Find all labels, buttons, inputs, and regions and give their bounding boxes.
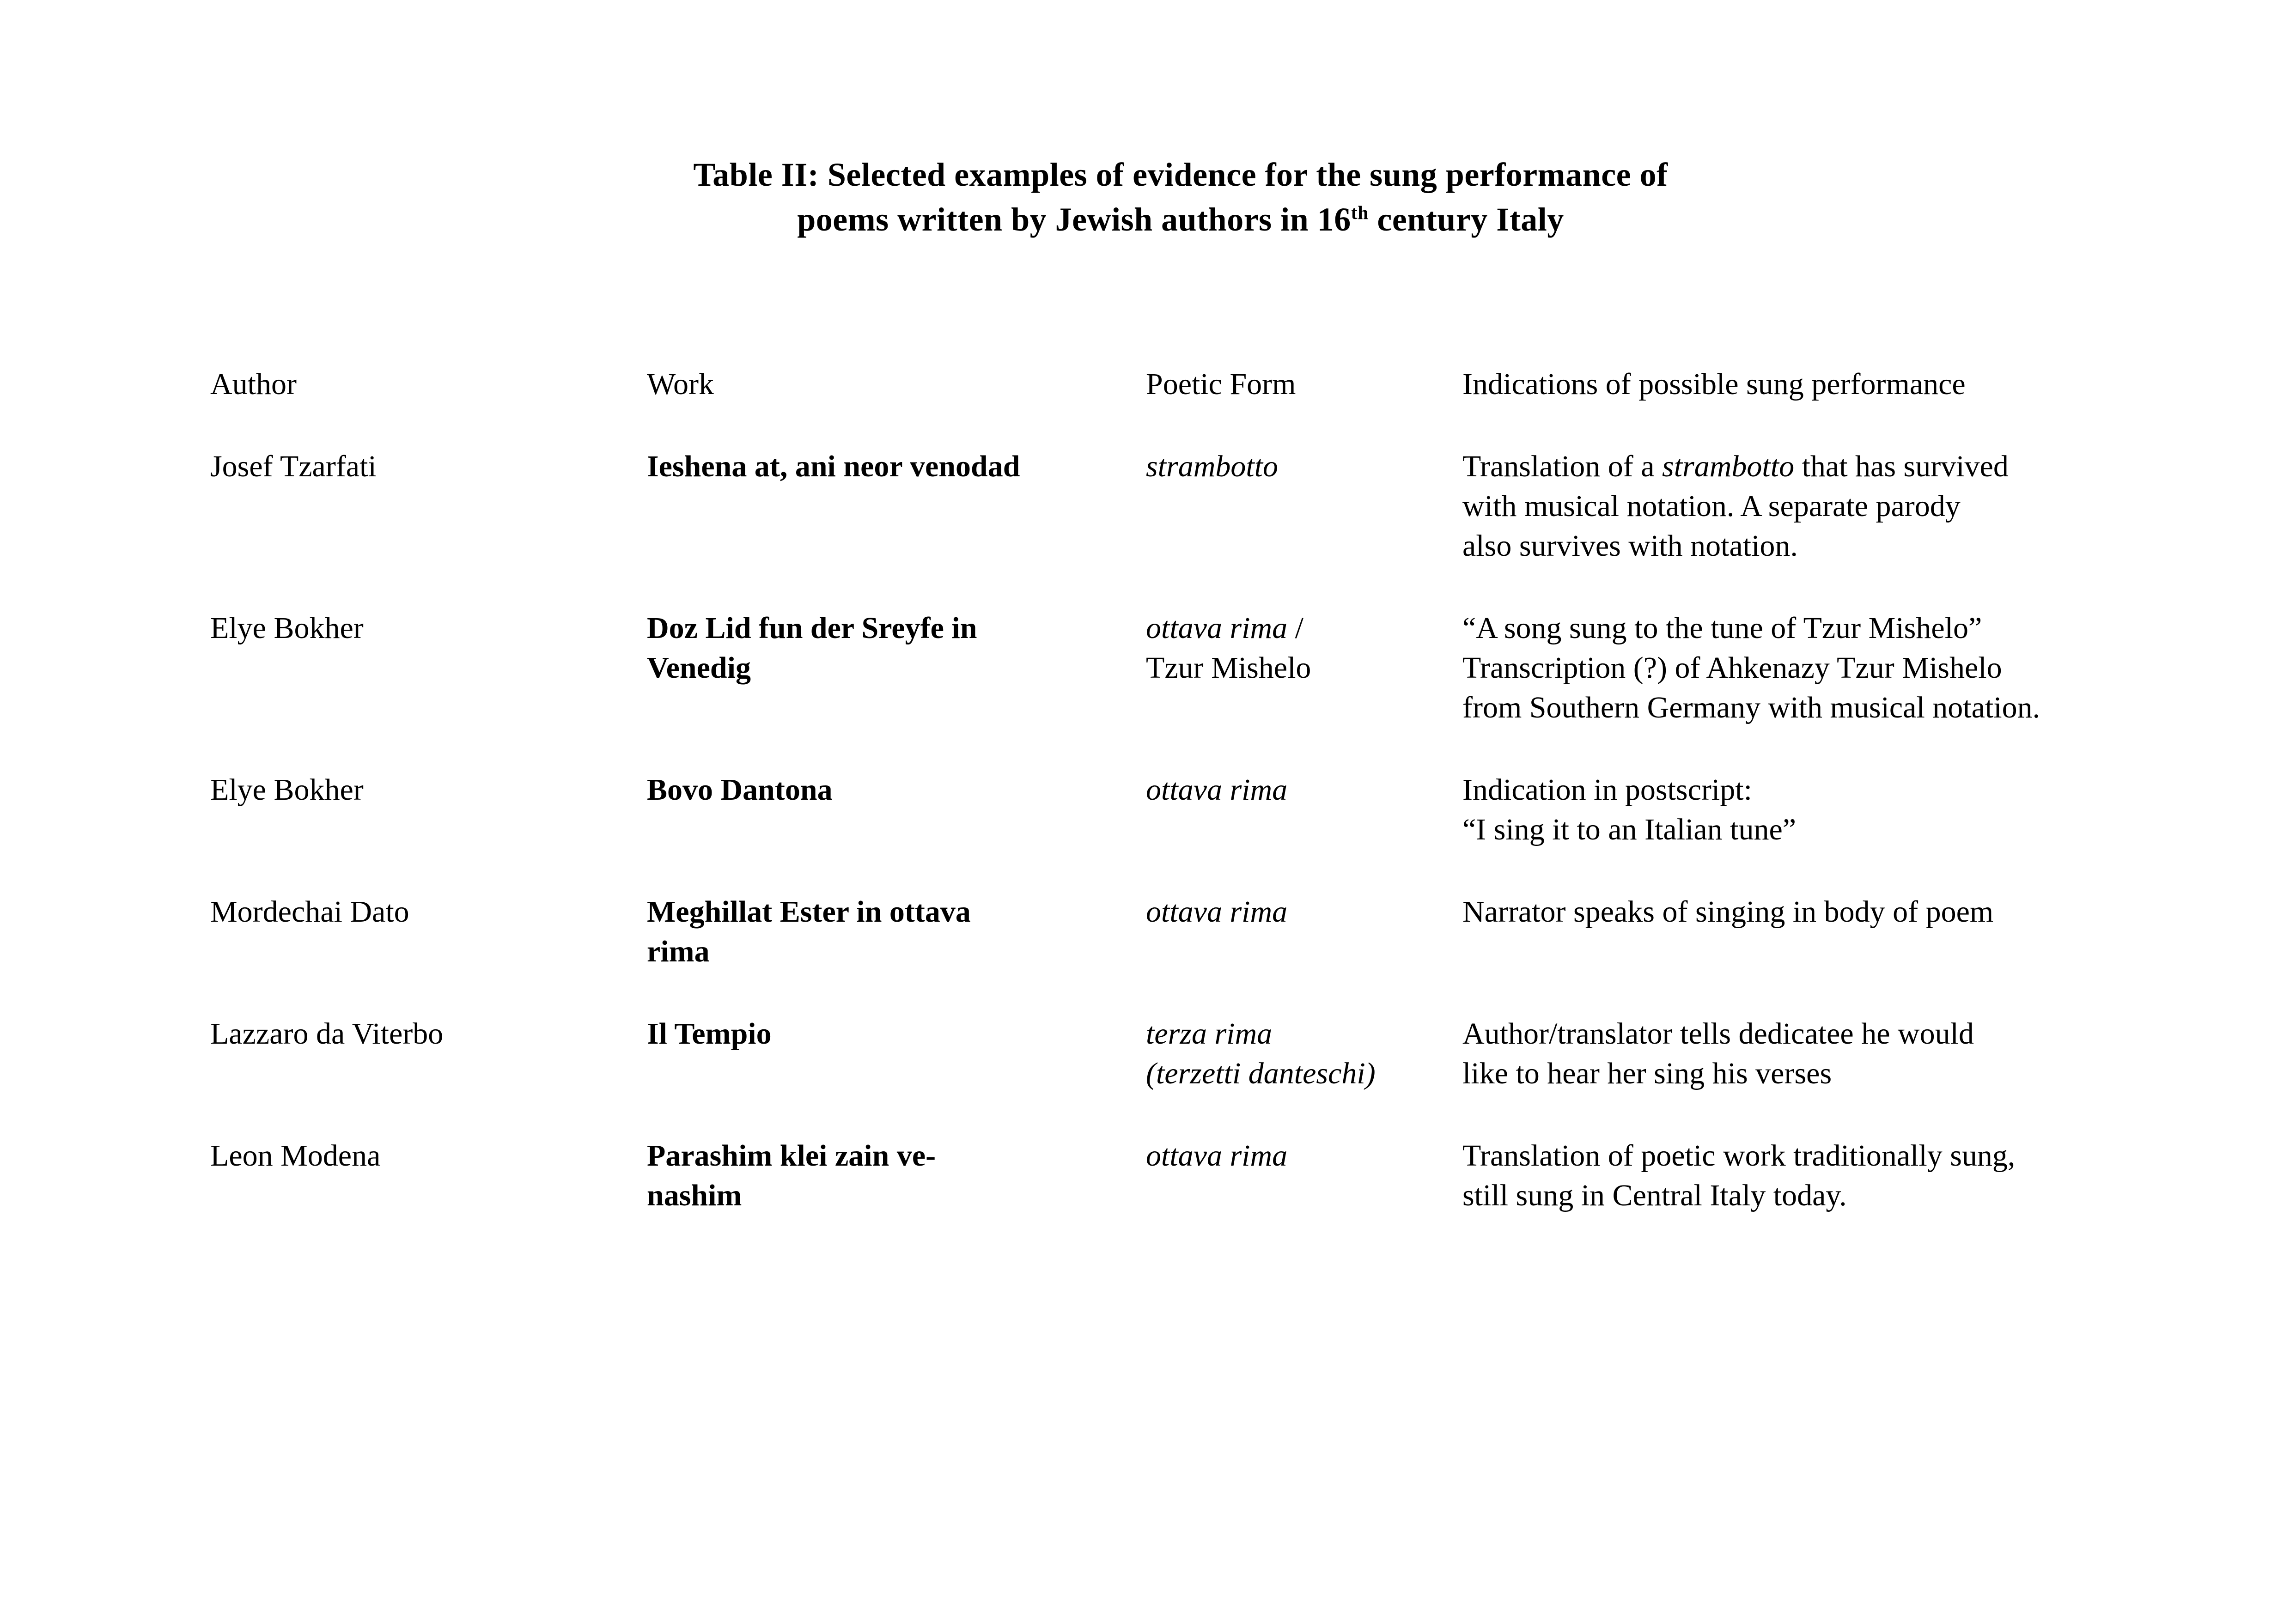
text-line: Il Tempio xyxy=(647,1017,772,1051)
superscript-th: th xyxy=(1351,202,1369,224)
work-cell xyxy=(647,770,1146,850)
text-line: Doz Lid fun der Sreyfe in xyxy=(647,611,977,645)
work-cell xyxy=(647,608,1146,728)
indications-cell xyxy=(1462,447,2151,566)
text-line: “A song sung to the tune of Tzur Mishelo” xyxy=(1462,611,1982,645)
author-cell: Lazzaro da Viterbo xyxy=(210,1017,444,1051)
work-cell xyxy=(647,447,1146,566)
author-cell: Elye Bokher xyxy=(210,611,364,645)
poetic-form-cell xyxy=(1146,892,1462,972)
text-line: with musical notation. A separate parody xyxy=(1462,489,1961,523)
text-line: Indication in postscript: xyxy=(1462,773,1752,807)
text-line: still sung in Central Italy today. xyxy=(1462,1179,1847,1212)
text-line: “I sing it to an Italian tune” xyxy=(1462,813,1797,846)
text-line: (terzetti danteschi) xyxy=(1146,1057,1376,1090)
text-line: strambotto xyxy=(1146,450,1279,483)
column-header-work: Work xyxy=(647,367,714,401)
indications-cell xyxy=(1462,1136,2151,1216)
poetic-form-cell xyxy=(1146,1014,1462,1094)
poetic-form-cell xyxy=(1146,1136,1462,1216)
column-header-indications: Indications of possible sung performance xyxy=(1462,367,1966,401)
indications-cell xyxy=(1462,608,2151,728)
column-header-author: Author xyxy=(210,367,297,401)
text-line: Ieshena at, ani neor venodad xyxy=(647,450,1020,483)
evidence-table xyxy=(210,365,2151,1216)
indications-cell xyxy=(1462,1014,2151,1094)
column-header-poetic-form: Poetic Form xyxy=(1146,367,1296,401)
text-line: Transcription (?) of Ahkenazy Tzur Mishelo xyxy=(1462,651,2002,685)
text-line: Venedig xyxy=(647,651,751,685)
text-line: Tzur Mishelo xyxy=(1146,651,1311,685)
indications-cell xyxy=(1462,892,2151,972)
text-line: terza rima xyxy=(1146,1017,1273,1051)
text-line: ottava rima xyxy=(1146,773,1288,807)
text-line: ottava rima xyxy=(1146,895,1288,929)
text-line: Narrator speaks of singing in body of poem xyxy=(1462,895,1994,929)
text-line: nashim xyxy=(647,1179,742,1212)
poetic-form-cell xyxy=(1146,608,1462,728)
work-cell xyxy=(647,1136,1146,1216)
title-line-1: Table II: Selected examples of evidence for the sung performance of xyxy=(693,156,1668,193)
text-line: Parashim klei zain ve- xyxy=(647,1139,936,1173)
work-cell xyxy=(647,1014,1146,1094)
text-line: Translation of poetic work traditionally sung, xyxy=(1462,1139,2016,1173)
author-cell: Elye Bokher xyxy=(210,773,364,807)
text-line: from Southern Germany with musical notation. xyxy=(1462,691,2040,724)
author-cell: Josef Tzarfati xyxy=(210,450,377,483)
title-line-2: poems written by Jewish authors in 16th century Italy xyxy=(797,201,1564,238)
text-line: also survives with notation. xyxy=(1462,529,1798,563)
text-line: like to hear her sing his verses xyxy=(1462,1057,1832,1090)
text-line: Author/translator tells dedicatee he would xyxy=(1462,1017,1974,1051)
work-cell xyxy=(647,892,1146,972)
text-line: Bovo Dantona xyxy=(647,773,833,807)
text-line: ottava rima / xyxy=(1146,611,1303,645)
text-line: ottava rima xyxy=(1146,1139,1288,1173)
author-cell: Leon Modena xyxy=(210,1139,381,1173)
text-line: rima xyxy=(647,935,710,968)
indications-cell xyxy=(1462,770,2151,850)
text-line: Translation of a strambotto that has survived xyxy=(1462,450,2009,483)
poetic-form-cell xyxy=(1146,770,1462,850)
page-content xyxy=(210,152,2151,1216)
text-line: Meghillat Ester in ottava xyxy=(647,895,971,929)
author-cell: Mordechai Dato xyxy=(210,895,409,929)
page-title xyxy=(210,152,2151,242)
poetic-form-cell xyxy=(1146,447,1462,566)
